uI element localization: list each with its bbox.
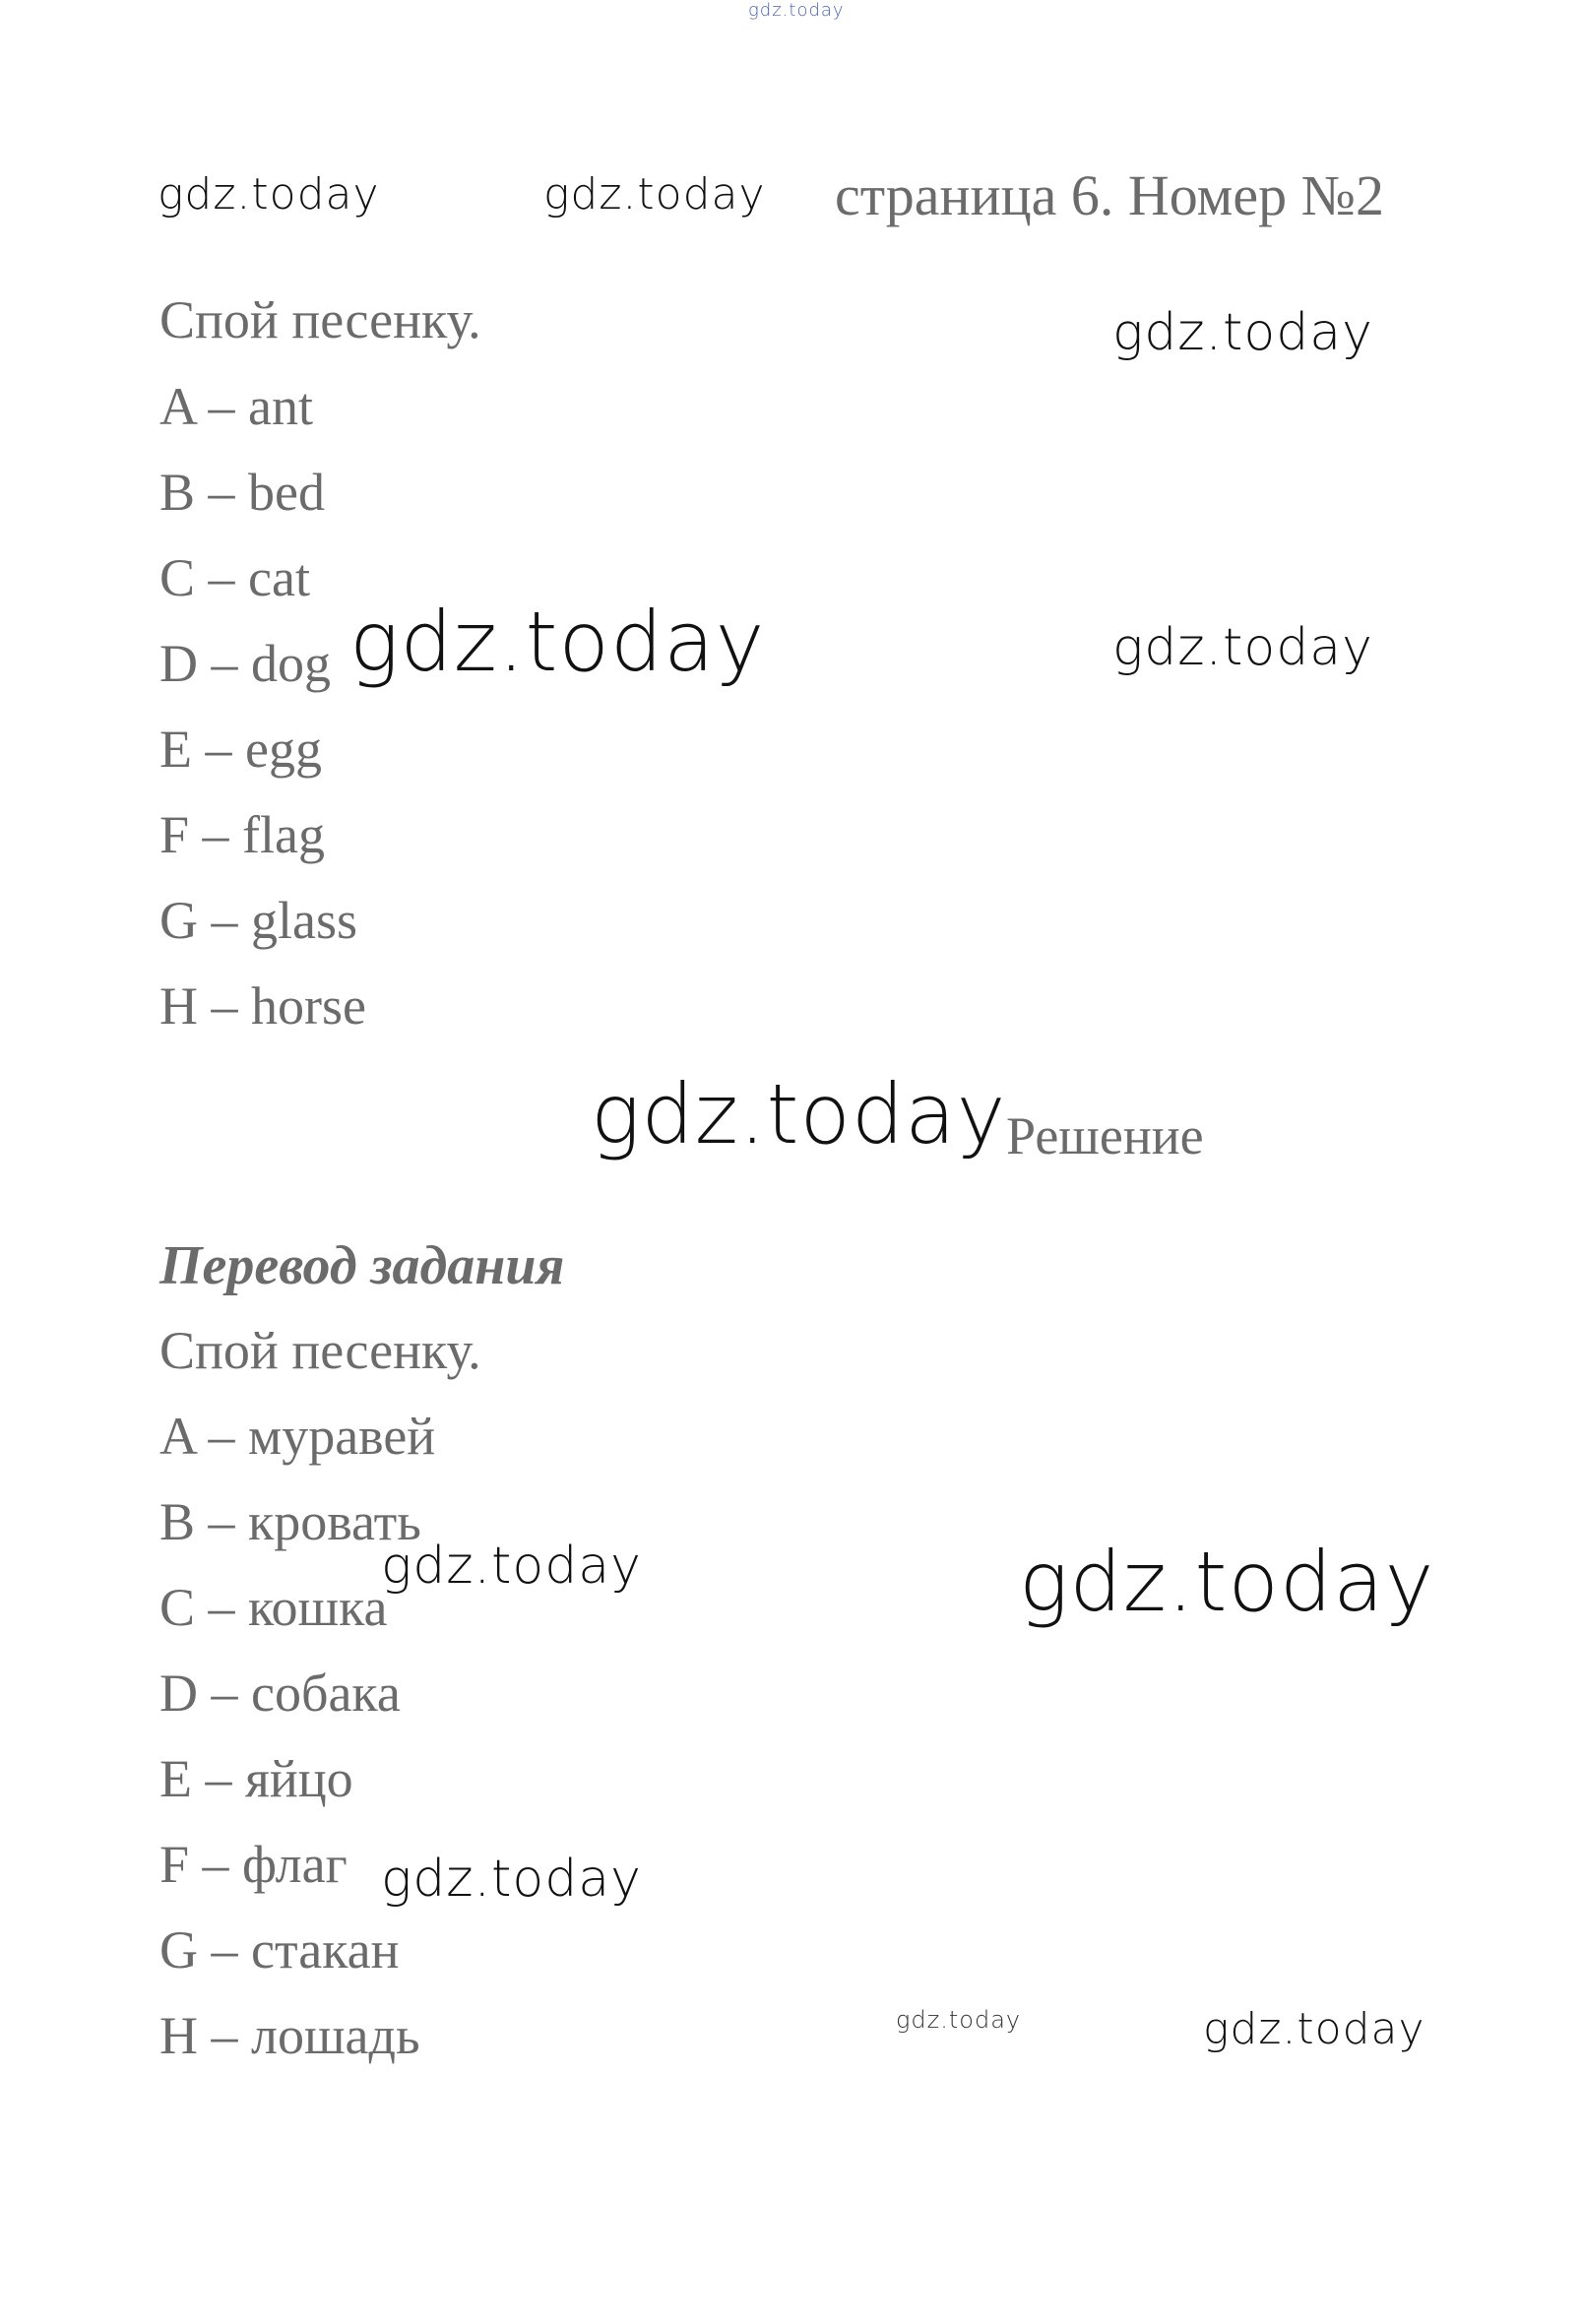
- watermark: gdz.today: [1019, 1534, 1435, 1630]
- translation-line: G – стакан: [159, 1920, 400, 1979]
- watermark: gdz.today: [158, 169, 380, 220]
- task-instruction: Спой песенку.: [159, 290, 481, 349]
- translation-line: C – кошка: [159, 1578, 388, 1637]
- task-line: B – bed: [159, 463, 325, 522]
- translation-line: H – лошадь: [159, 2006, 420, 2065]
- translation-instruction: Спой песенку.: [159, 1321, 481, 1380]
- watermark-top: gdz.today: [748, 0, 845, 21]
- watermark: gdz.today: [896, 2006, 1022, 2034]
- task-line: C – cat: [159, 548, 310, 607]
- watermark: gdz.today: [381, 1850, 642, 1909]
- watermark: gdz.today: [543, 169, 766, 220]
- watermark: gdz.today: [1203, 2004, 1425, 2054]
- translation-line: A – муравей: [159, 1407, 436, 1466]
- watermark: gdz.today: [381, 1537, 642, 1596]
- watermark: gdz.today: [591, 1066, 1007, 1162]
- task-line: D – dog: [159, 634, 331, 693]
- solution-label: Решение: [1006, 1106, 1204, 1165]
- task-line: G – glass: [159, 891, 357, 950]
- watermark: gdz.today: [1112, 618, 1373, 677]
- translation-line: D – собака: [159, 1664, 401, 1723]
- task-line: F – flag: [159, 805, 325, 864]
- task-line: E – egg: [159, 720, 322, 779]
- translation-title: Перевод задания: [159, 1235, 565, 1296]
- watermark: gdz.today: [349, 594, 766, 690]
- page-title: страница 6. Номер №2: [835, 163, 1384, 227]
- translation-line: F – флаг: [159, 1835, 348, 1894]
- task-line: H – horse: [159, 976, 366, 1036]
- watermark: gdz.today: [1112, 303, 1373, 362]
- translation-line: E – яйцо: [159, 1749, 353, 1808]
- task-line: A – ant: [159, 377, 313, 436]
- translation-line: B – кровать: [159, 1492, 421, 1551]
